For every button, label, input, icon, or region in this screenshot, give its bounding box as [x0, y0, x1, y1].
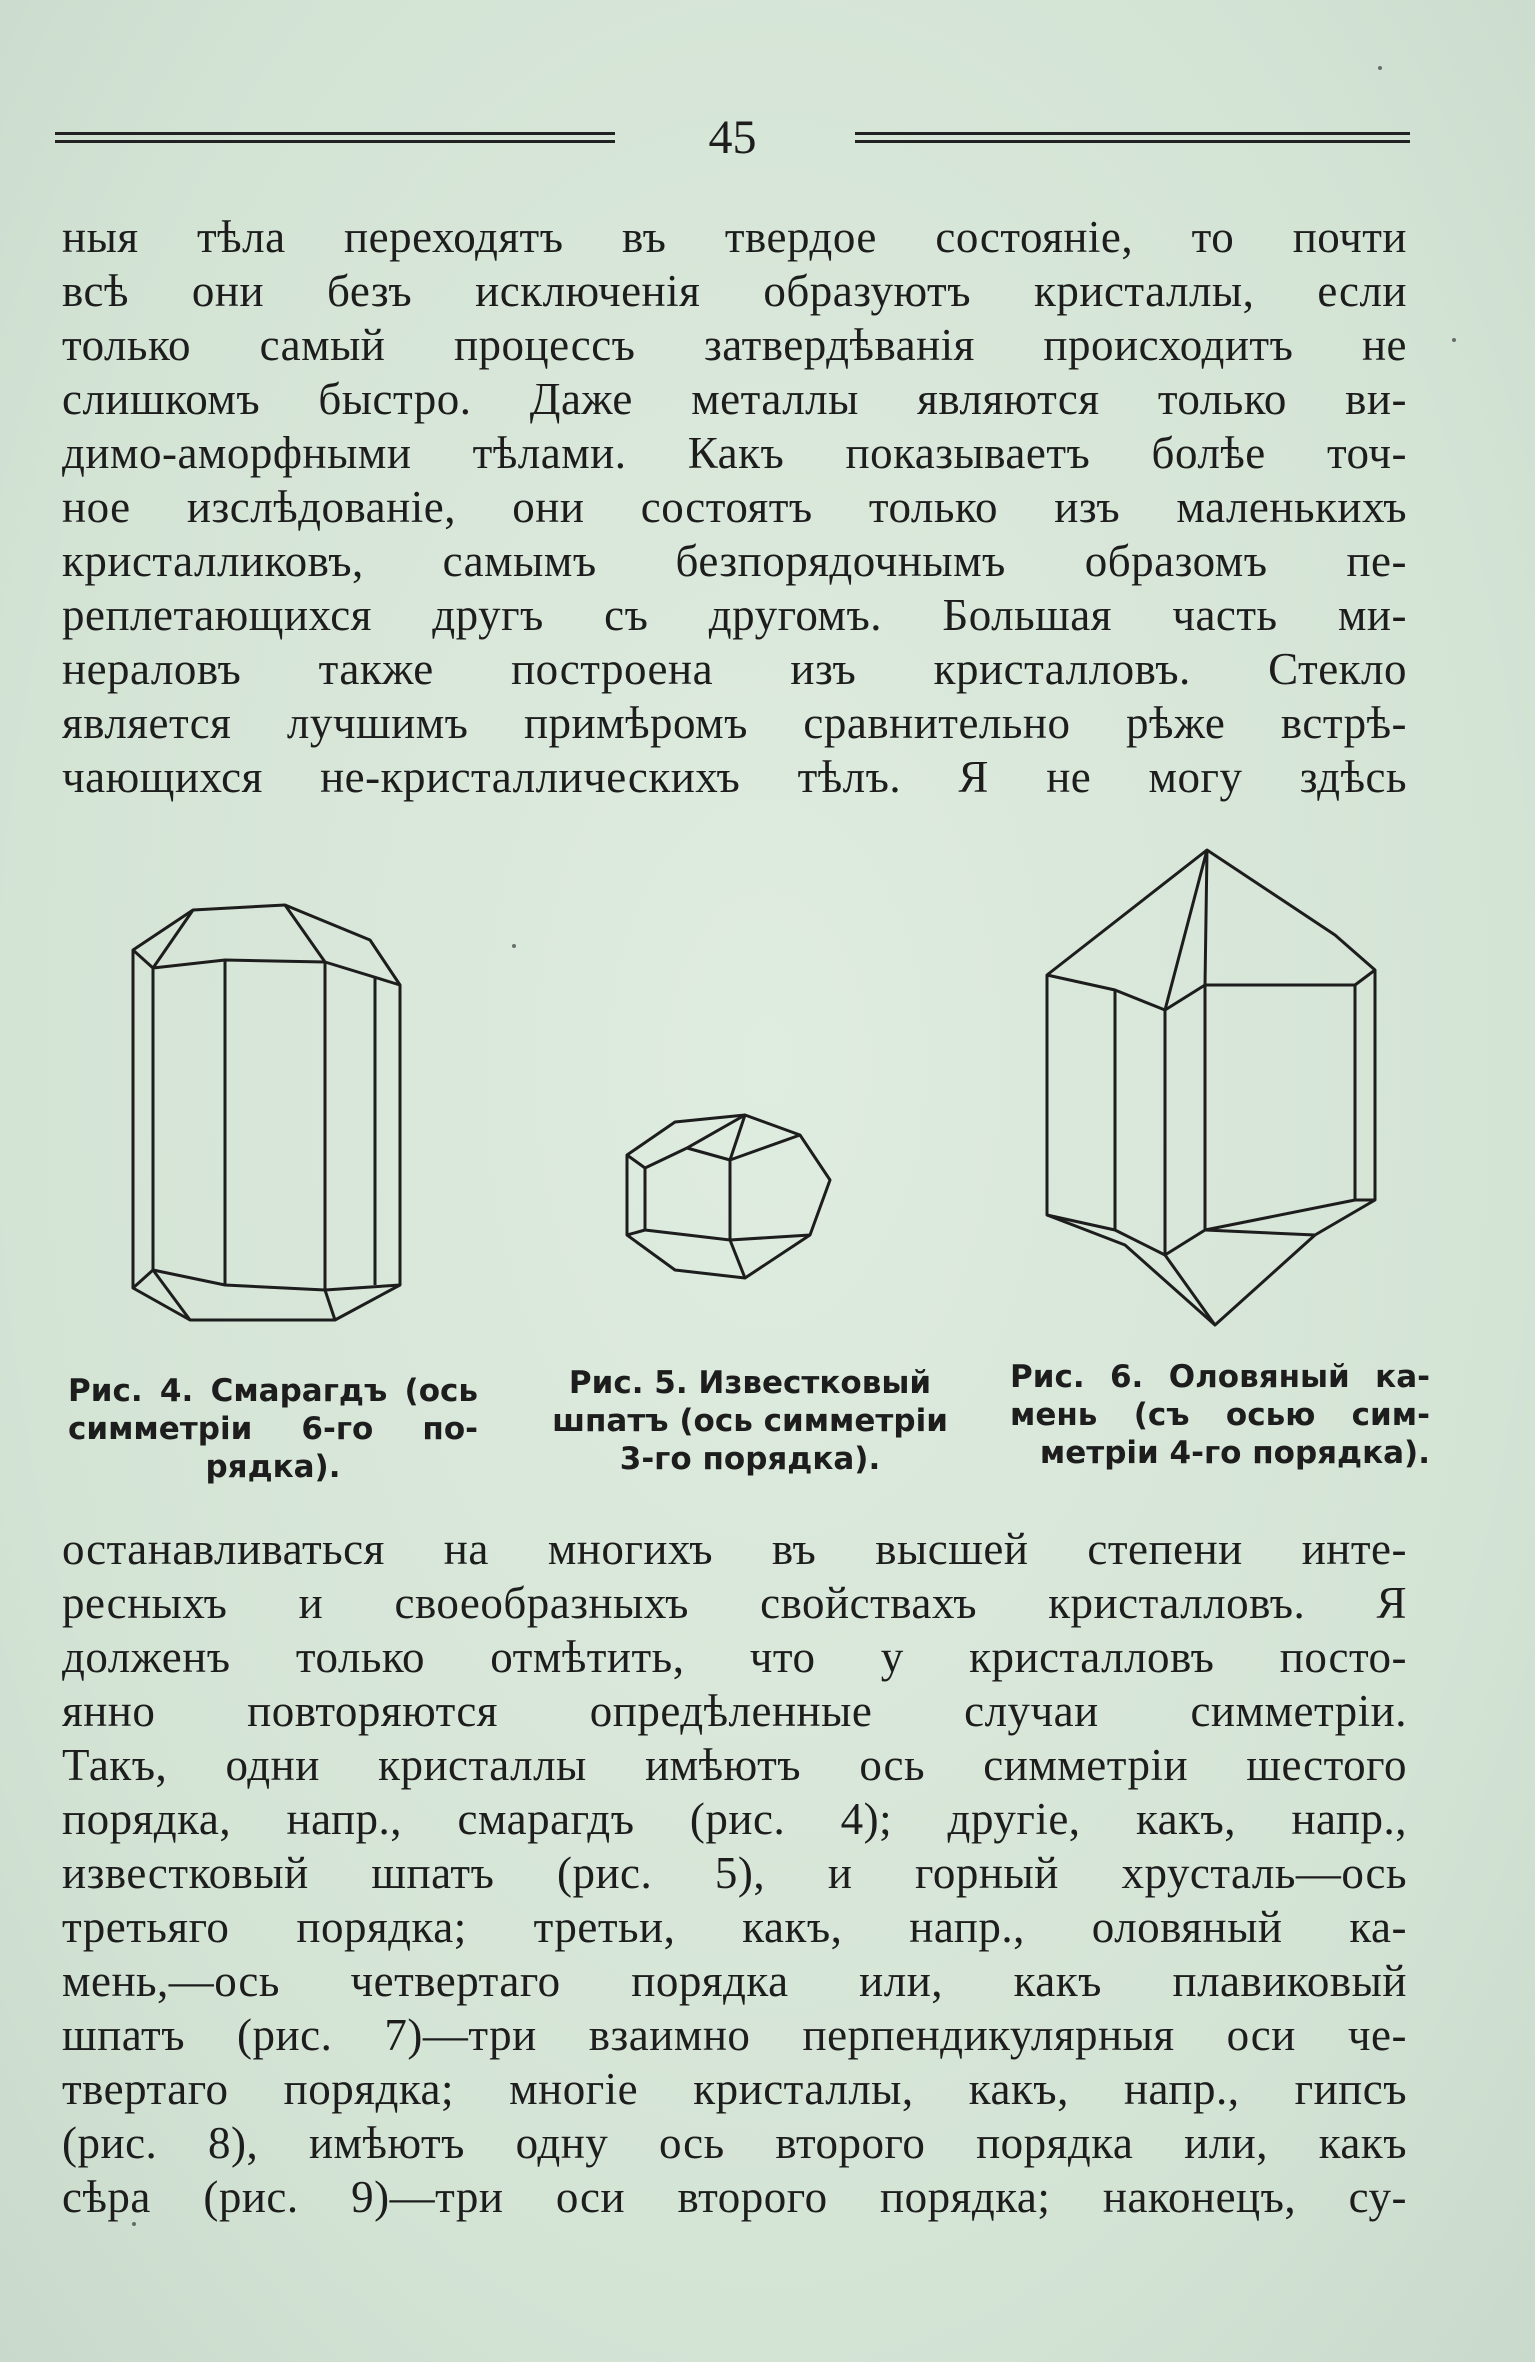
caption-line: рядка). — [205, 1449, 341, 1485]
text-line: только самый процессъ затвердѣванiя происходитъ не — [62, 320, 1407, 370]
header-rule-right — [855, 132, 1410, 143]
caption-line: Рис. 4. Смарагдъ (ось — [68, 1373, 478, 1409]
text-line: ныя тѣла переходятъ въ твердое состоянiе, то почти — [62, 212, 1407, 262]
paper-speck — [512, 944, 516, 948]
figure-6-cassiterite-crystal — [1035, 845, 1385, 1330]
caption-line: метрiи 4-го порядка). — [1039, 1435, 1430, 1471]
text-line: ресныхъ и своеобразныхъ свойствахъ кристалловъ. Я — [62, 1578, 1407, 1628]
text-line: шпатъ (рис. 7)—три взаимно перпендикулярныя оси че- — [62, 2010, 1407, 2060]
text-line: всѣ они безъ исключенiя образуютъ кристаллы, если — [62, 266, 1407, 316]
text-line: кристалликовъ, самымъ безпорядочнымъ образомъ пе- — [62, 536, 1407, 586]
text-line: порядка, напр., смарагдъ (рис. 4); другiе, какъ, напр., — [62, 1794, 1407, 1844]
text-line: третьяго порядка; третьи, какъ, напр., оловяный ка- — [62, 1902, 1407, 1952]
figure-4-emerald-crystal — [115, 890, 415, 1330]
paper-speck — [132, 2222, 136, 2226]
text-line: ное изслѣдованiе, они состоятъ только изъ маленькихъ — [62, 482, 1407, 532]
text-line: нераловъ также построена изъ кристалловъ. Стекло — [62, 644, 1407, 694]
caption-line: мень (съ осью сим- — [1010, 1397, 1430, 1433]
caption-line: Рис. 5. Известковый — [568, 1365, 932, 1401]
text-line: янно повторяются опредѣленные случаи симметрiи. — [62, 1686, 1407, 1736]
text-line: сѣра (рис. 9)—три оси второго порядка; наконецъ, су- — [62, 2172, 1407, 2222]
caption-line: Рис. 6. Оловяный ка- — [1010, 1359, 1430, 1395]
paper-speck — [1452, 338, 1456, 342]
top-paragraph — [62, 210, 1407, 804]
caption-line: симметрiи 6-го по- — [68, 1411, 478, 1447]
caption-line: 3-го порядка). — [619, 1441, 881, 1477]
text-line: известковый шпатъ (рис. 5), и горный хрусталь—ось — [62, 1848, 1407, 1898]
text-line: долженъ только отмѣтить, что у кристалловъ посто- — [62, 1632, 1407, 1682]
text-line: мень,—ось четвертаго порядка или, какъ плавиковый — [62, 1956, 1407, 2006]
text-line: слишкомъ быстро. Даже металлы являются только ви- — [62, 374, 1407, 424]
text-line: чающихся не-кристаллическихъ тѣлъ. Я не могу здѣсь — [62, 752, 1407, 802]
caption-line: шпатъ (ось симметрiи — [552, 1403, 948, 1439]
page-header — [55, 108, 1410, 168]
page-number: 45 — [708, 111, 757, 164]
text-line: (рис. 8), имѣютъ одну ось второго порядка или, какъ — [62, 2118, 1407, 2168]
figure-6-caption — [1010, 1358, 1430, 1472]
figure-4-caption — [68, 1372, 478, 1486]
figure-5-calcite-crystal — [615, 1110, 835, 1285]
text-line: димо-аморфными тѣлами. Какъ показываетъ болѣе точ- — [62, 428, 1407, 478]
paper-speck — [1378, 66, 1382, 70]
text-line: Такъ, одни кристаллы имѣютъ ось симметрiи шестого — [62, 1740, 1407, 1790]
text-line: останавливаться на многихъ въ высшей степени инте- — [62, 1524, 1407, 1574]
bottom-paragraph — [62, 1522, 1407, 2224]
text-line: является лучшимъ примѣромъ сравнительно рѣже встрѣ- — [62, 698, 1407, 748]
text-line: реплетающихся другъ съ другомъ. Большая часть ми- — [62, 590, 1407, 640]
figure-5-caption — [540, 1364, 960, 1478]
text-line: твертаго порядка; многiе кристаллы, какъ, напр., гипсъ — [62, 2064, 1407, 2114]
